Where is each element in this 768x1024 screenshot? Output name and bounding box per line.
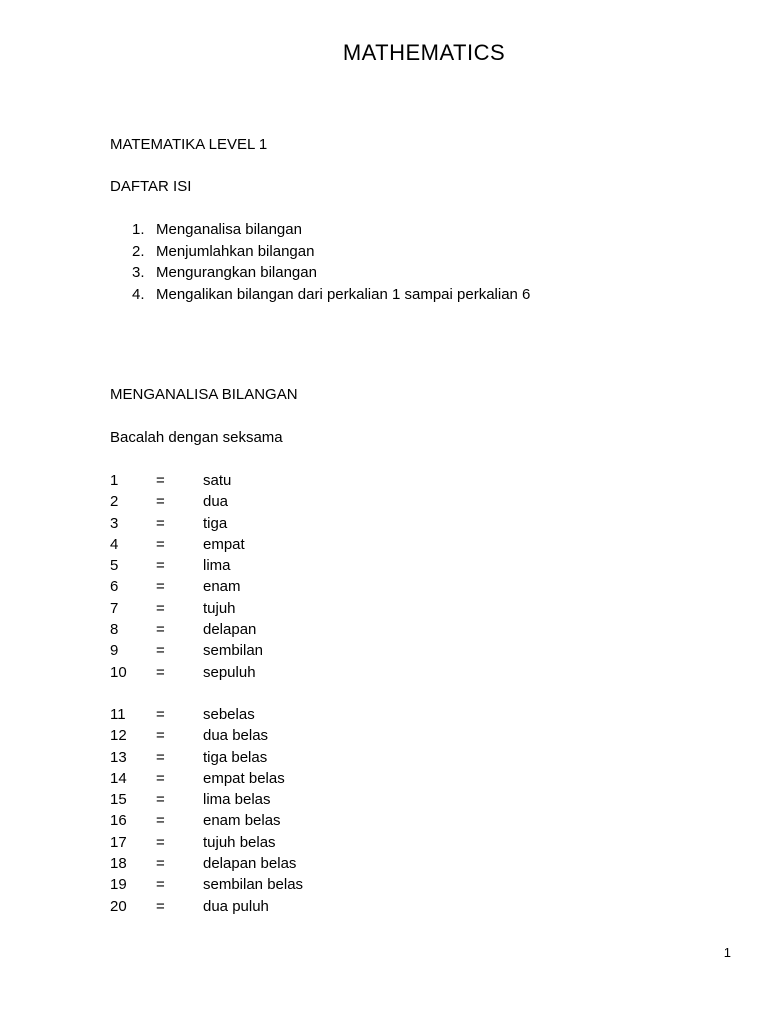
page-number: 1 xyxy=(723,945,731,960)
number-word: dua xyxy=(203,493,229,511)
number-row xyxy=(110,810,303,831)
equals-sign: = xyxy=(156,897,165,915)
equals-sign: = xyxy=(156,578,165,596)
number-value: 8 xyxy=(110,621,119,639)
equals-sign: = xyxy=(156,514,165,532)
toc-heading: DAFTAR ISI xyxy=(110,178,192,195)
toc-item-number: 4. xyxy=(132,285,145,303)
number-value: 18 xyxy=(110,855,127,873)
equals-sign: = xyxy=(156,557,165,575)
number-word: enam xyxy=(203,578,241,596)
number-row xyxy=(110,789,303,810)
toc-item-number: 1. xyxy=(132,221,145,238)
number-value: 16 xyxy=(110,812,127,830)
number-row xyxy=(110,853,303,874)
equals-sign: = xyxy=(156,493,165,511)
equals-sign: = xyxy=(156,769,165,787)
number-word: enam belas xyxy=(203,812,281,830)
toc-item xyxy=(132,284,530,306)
equals-sign: = xyxy=(156,706,165,723)
toc-item-text: Mengurangkan bilangan xyxy=(156,264,317,281)
number-value: 1 xyxy=(110,472,119,489)
equals-sign: = xyxy=(156,876,165,894)
number-value: 10 xyxy=(110,663,127,681)
number-word: tiga belas xyxy=(203,748,268,766)
number-row xyxy=(110,704,303,725)
number-row xyxy=(110,768,303,789)
number-row xyxy=(110,640,263,661)
number-word: delapan xyxy=(203,621,257,639)
number-row xyxy=(110,555,263,576)
number-value: 20 xyxy=(110,897,127,915)
equals-sign: = xyxy=(156,727,165,745)
number-value: 11 xyxy=(110,706,126,723)
number-row xyxy=(110,874,303,895)
toc-item-text: Menganalisa bilangan xyxy=(156,221,302,238)
section-heading: MENGANALISA BILANGAN xyxy=(110,386,298,403)
toc-item-number: 3. xyxy=(132,264,145,281)
document-subtitle: MATEMATIKA LEVEL 1 xyxy=(110,136,268,153)
number-word: satu xyxy=(203,472,232,489)
number-word: dua puluh xyxy=(203,897,269,915)
number-row xyxy=(110,896,303,917)
number-list-1-to-10 xyxy=(110,470,263,683)
number-value: 4 xyxy=(110,535,119,553)
number-row xyxy=(110,491,263,512)
number-value: 14 xyxy=(110,769,127,787)
number-word: tujuh belas xyxy=(203,833,276,851)
equals-sign: = xyxy=(156,472,165,489)
number-value: 3 xyxy=(110,514,119,532)
toc-item xyxy=(132,219,530,241)
number-word: dua belas xyxy=(203,727,269,745)
toc-item xyxy=(132,241,530,263)
number-list-11-to-20 xyxy=(110,704,303,917)
number-row xyxy=(110,513,263,534)
number-word: sembilan xyxy=(203,642,264,660)
toc-item xyxy=(132,262,530,284)
number-word: empat xyxy=(203,535,245,553)
number-row xyxy=(110,832,303,853)
number-word: sepuluh xyxy=(203,663,256,681)
equals-sign: = xyxy=(156,599,165,617)
equals-sign: = xyxy=(156,791,165,809)
number-row xyxy=(110,534,263,555)
number-word: sembilan belas xyxy=(203,876,304,894)
toc-item-number: 2. xyxy=(132,242,145,260)
number-word: lima xyxy=(203,557,231,575)
number-value: 2 xyxy=(110,493,119,511)
number-row xyxy=(110,725,303,746)
toc-item-text: Mengalikan bilangan dari perkalian 1 sampai perkalian 6 xyxy=(156,285,531,303)
number-value: 9 xyxy=(110,642,119,660)
number-word: sebelas xyxy=(203,706,255,723)
equals-sign: = xyxy=(156,833,165,851)
number-value: 15 xyxy=(110,791,127,809)
number-value: 5 xyxy=(110,557,119,575)
table-of-contents xyxy=(132,219,530,305)
instruction-text: Bacalah dengan seksama xyxy=(110,429,283,446)
number-word: tiga xyxy=(203,514,228,532)
toc-item-text: Menjumlahkan bilangan xyxy=(156,242,315,260)
number-row xyxy=(110,662,263,683)
page-title: MATHEMATICS xyxy=(342,40,506,65)
equals-sign: = xyxy=(156,621,165,639)
number-row xyxy=(110,576,263,597)
number-word: lima belas xyxy=(203,791,271,809)
equals-sign: = xyxy=(156,855,165,873)
number-value: 13 xyxy=(110,748,127,766)
equals-sign: = xyxy=(156,663,165,681)
equals-sign: = xyxy=(156,812,165,830)
number-word: empat belas xyxy=(203,769,285,787)
number-value: 12 xyxy=(110,727,127,745)
number-row xyxy=(110,747,303,768)
number-value: 19 xyxy=(110,876,127,894)
number-value: 7 xyxy=(110,599,119,617)
number-row xyxy=(110,619,263,640)
number-row xyxy=(110,598,263,619)
equals-sign: = xyxy=(156,535,165,553)
number-value: 6 xyxy=(110,578,119,596)
number-word: delapan belas xyxy=(203,855,297,873)
equals-sign: = xyxy=(156,642,165,660)
number-row xyxy=(110,470,263,491)
number-value: 17 xyxy=(110,833,127,851)
equals-sign: = xyxy=(156,748,165,766)
number-word: tujuh xyxy=(203,599,236,617)
